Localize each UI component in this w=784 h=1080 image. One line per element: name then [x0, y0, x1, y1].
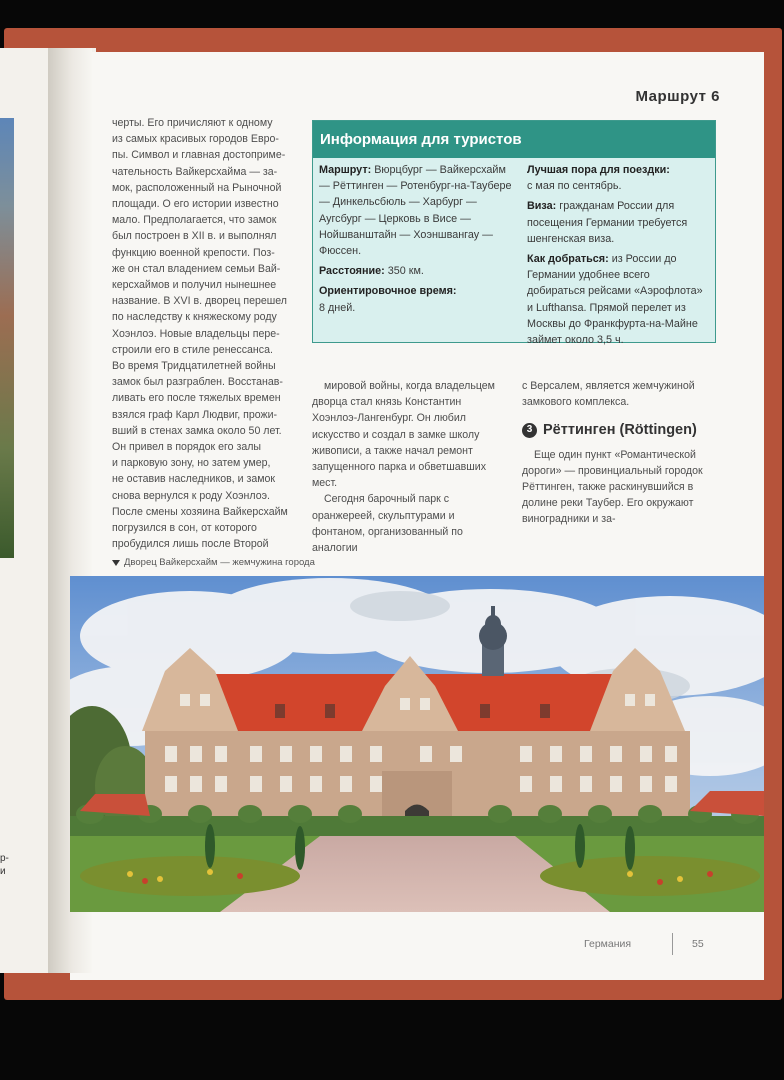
- distance-label: Расстояние:: [319, 265, 385, 278]
- info-box-title: Информация для туристов: [313, 121, 715, 158]
- section-heading: [522, 422, 714, 438]
- text-line: пы. Символ и главная достоприме-: [112, 149, 286, 162]
- caption-triangle-icon: [112, 560, 120, 566]
- castle-photo: [70, 576, 764, 912]
- text-line: погрузился в сон, от которого: [112, 522, 257, 535]
- text-line: чательность Вайкерсхайма — за-: [112, 165, 278, 178]
- left-fragment-line: и: [0, 866, 6, 877]
- text-line: керсхаймов и получил нынешнее: [112, 279, 277, 292]
- text-column-2: [312, 378, 505, 556]
- text-line: Во время Тридцатилетней войны: [112, 360, 276, 373]
- text-column-3: [522, 378, 714, 528]
- text-line: мало. Предполагается, что замок: [112, 214, 277, 227]
- paragraph: с Версалем, является жемчужиной замкового комплекса.: [522, 380, 695, 409]
- text-line: строили его в стиле ренессанса.: [112, 343, 273, 356]
- text-line: был построен в XII в. и выполнял: [112, 230, 277, 243]
- photo-caption: [112, 557, 315, 568]
- text-line: мок, расположенный на Рыночной: [112, 181, 282, 194]
- text-line: из самых красивых городов Евро-: [112, 133, 279, 146]
- text-line: взялся граф Карл Людвиг, прожи-: [112, 408, 278, 421]
- route-value: Вюрцбург — Вайкерсхайм — Рёттинген — Ротенбург-на-Таубере — Динкельсбюль — Харбург — Аугсбург — Церковь в Висе — Нойшванштайн — Хоэншвангау — Фюссен.: [319, 164, 512, 258]
- text-line: функцию военной крепости. Поз-: [112, 246, 275, 259]
- paragraph: мировой войны, когда владельцем дворца стал князь Константин Хоэнлоэ-Лангенбург. Он любил искусство и создал в замке школу живописи, а также начал ремонт запущенного парка и обветшавших мест.: [312, 380, 495, 490]
- text-line: ливать его после тяжелых времен: [112, 392, 281, 405]
- info-right-column: [527, 162, 709, 352]
- text-line: по наследству к княжескому роду: [112, 311, 277, 324]
- left-page-text-fragment: [0, 852, 9, 878]
- text-line: пробудился лишь после Второй: [112, 538, 269, 551]
- footer-divider: [672, 933, 673, 955]
- text-line: и парковую зону, но затем умер,: [112, 457, 271, 470]
- time-value: 8 дней.: [319, 301, 356, 314]
- info-left-column: [319, 162, 519, 352]
- text-column-1: [112, 115, 297, 552]
- getting-there-label: Как добраться:: [527, 253, 609, 266]
- season-value: с мая по сентябрь.: [527, 180, 622, 193]
- text-line: не оставив наследников, и замок: [112, 473, 276, 486]
- paragraph: Сегодня барочный парк с оранжереей, скульптурами и фонтаном, организованный по аналогии: [312, 493, 463, 555]
- left-fragment-line: р-: [0, 853, 9, 864]
- time-label: Ориентировочное время:: [319, 285, 457, 298]
- footer-country: Германия: [584, 938, 632, 950]
- distance-value: 350 км.: [387, 265, 424, 278]
- text-line: же он стал владением семьи Вай-: [112, 262, 281, 275]
- getting-there-value: из России до Германии удобнее всего добираться рейсами «Аэрофлота» и Lufthansa. Прямой перелет из Москвы до Франкфурта-на-Майне займет около 3,5 ч.: [527, 253, 703, 347]
- route-label: Маршрут:: [319, 164, 372, 176]
- text-line: Он привел в порядок его залы: [112, 441, 262, 454]
- season-label: Лучшая пора для поездки:: [527, 164, 670, 176]
- text-line: замок был разграблен. Восстанав-: [112, 376, 283, 389]
- left-page-photo-strip: [0, 118, 14, 558]
- text-line: снова вернулся к роду Хоэнлоэ.: [112, 489, 270, 502]
- text-line: вший в стенах замка около 50 лет.: [112, 424, 282, 437]
- text-line: черты. Его причисляют к одному: [112, 117, 273, 129]
- castle-illustration: [70, 576, 764, 912]
- route-header: Маршрут 6: [635, 88, 720, 105]
- visa-label: Виза:: [527, 200, 557, 213]
- caption-text: Дворец Вайкерсхайм — жемчужина города: [124, 557, 315, 568]
- section-number-badge: 3: [522, 423, 537, 438]
- section-title: Рёттинген (Röttingen): [543, 422, 697, 439]
- paragraph: Еще один пункт «Романтической дороги» — провинциальный городок Рёттинген, также раскинувшийся в долине реки Таубер. Его окружают виноградники и за-: [522, 448, 703, 526]
- text-line: площади. О его истории известно: [112, 198, 279, 211]
- tourist-info-box: [312, 120, 716, 347]
- page-number: 55: [692, 938, 704, 950]
- text-line: название. В XVI в. дворец перешел: [112, 295, 287, 308]
- text-line: После смены хозяина Вайкерсхайм: [112, 505, 288, 518]
- text-line: Хоэнлоэ. Новые владельцы пере-: [112, 327, 280, 340]
- visa-value: гражданам России для посещения Германии требуется шенгенская виза.: [527, 200, 688, 245]
